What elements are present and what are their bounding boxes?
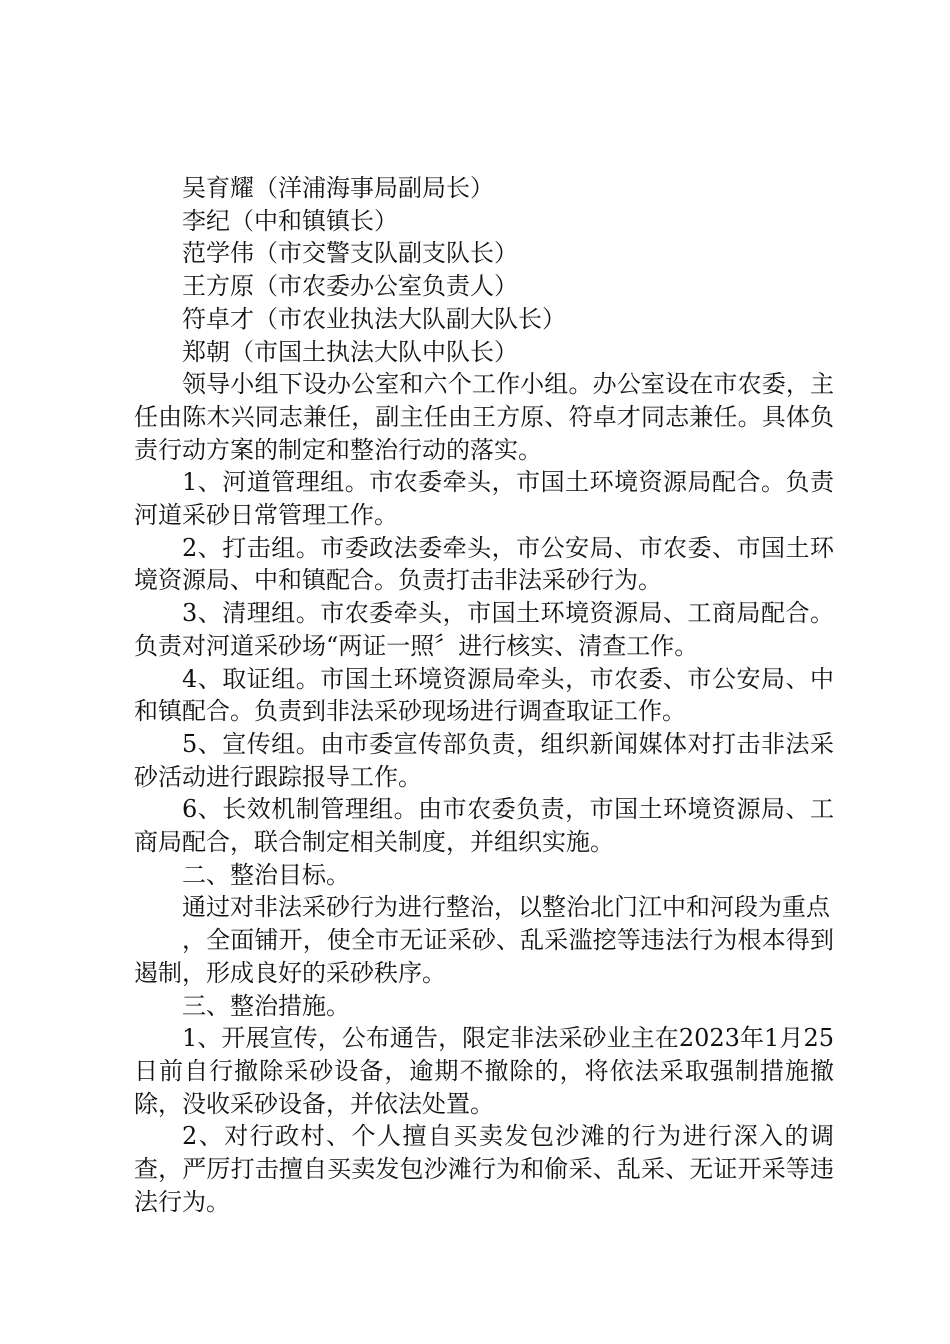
section-heading-goals: 二、整治目标。	[182, 860, 350, 889]
group-long-term-mechanism: 6、长效机制管理组。由市农委负责，市国土环境资源局、工商局配合，联合制定相关制度，并组织实施。	[134, 795, 834, 857]
goals-paragraph-part1: 通过对非法采砂行为进行整治，以整治北门江中和河段为重点	[182, 893, 830, 922]
member-fu-zhuocai: 符卓才（市农业执法大队副大队长）	[182, 304, 566, 333]
office-description: 领导小组下设办公室和六个工作小组。办公室设在市农委，主任由陈木兴同志兼任，副主任由王方原、符卓才同志兼任。具体负责行动方案的制定和整治行动的落实。	[134, 370, 834, 464]
member-li-ji: 李纪（中和镇镇长）	[182, 206, 398, 235]
group-river-management: 1、河道管理组。市农委牵头，市国土环境资源局配合。负责河道采砂日常管理工作。	[134, 468, 834, 530]
group-publicity: 5、宣传组。由市委宣传部负责，组织新闻媒体对打击非法采砂活动进行跟踪报导工作。	[134, 729, 834, 791]
member-zheng-chao: 郑朝（市国土执法大队中队长）	[182, 337, 518, 366]
group-evidence: 4、取证组。市国土环境资源局牵头，市农委、市公安局、中和镇配合。负责到非法采砂现场进行调查取证工作。	[134, 664, 834, 726]
measure-2: 2、对行政村、个人擅自买卖发包沙滩的行为进行深入的调查，严厉打击擅自买卖发包沙滩行为和偷采、乱采、无证开采等违法行为。	[134, 1122, 834, 1216]
section-heading-measures: 三、整治措施。	[182, 991, 350, 1020]
member-wang-fangyuan: 王方原（市农委办公室负责人）	[182, 272, 518, 301]
group-cleanup: 3、清理组。市农委牵头，市国土环境资源局、工商局配合。负责对河道采砂场“两证一照〞进行核实、清查工作。	[134, 599, 834, 660]
goals-paragraph-part2: ，全面铺开，使全市无证采砂、乱采滥挖等违法行为根本得到遏制，形成良好的采砂秩序。	[134, 926, 834, 987]
member-wu-yuyao: 吴育耀（洋浦海事局副局长）	[182, 174, 494, 202]
group-crackdown: 2、打击组。市委政法委牵头，市公安局、市农委、市国土环境资源局、中和镇配合。负责打击非法采砂行为。	[134, 533, 834, 595]
member-fan-xuewei: 范学伟（市交警支队副支队长）	[182, 239, 518, 268]
document-body	[134, 172, 834, 1219]
measure-1: 1、开展宣传，公布通告，限定非法采砂业主在2023年1月25日前自行撤除采砂设备，逾期不撤除的，将依法采取强制措施撤除，没收采砂设备，并依法处置。	[134, 1024, 834, 1118]
